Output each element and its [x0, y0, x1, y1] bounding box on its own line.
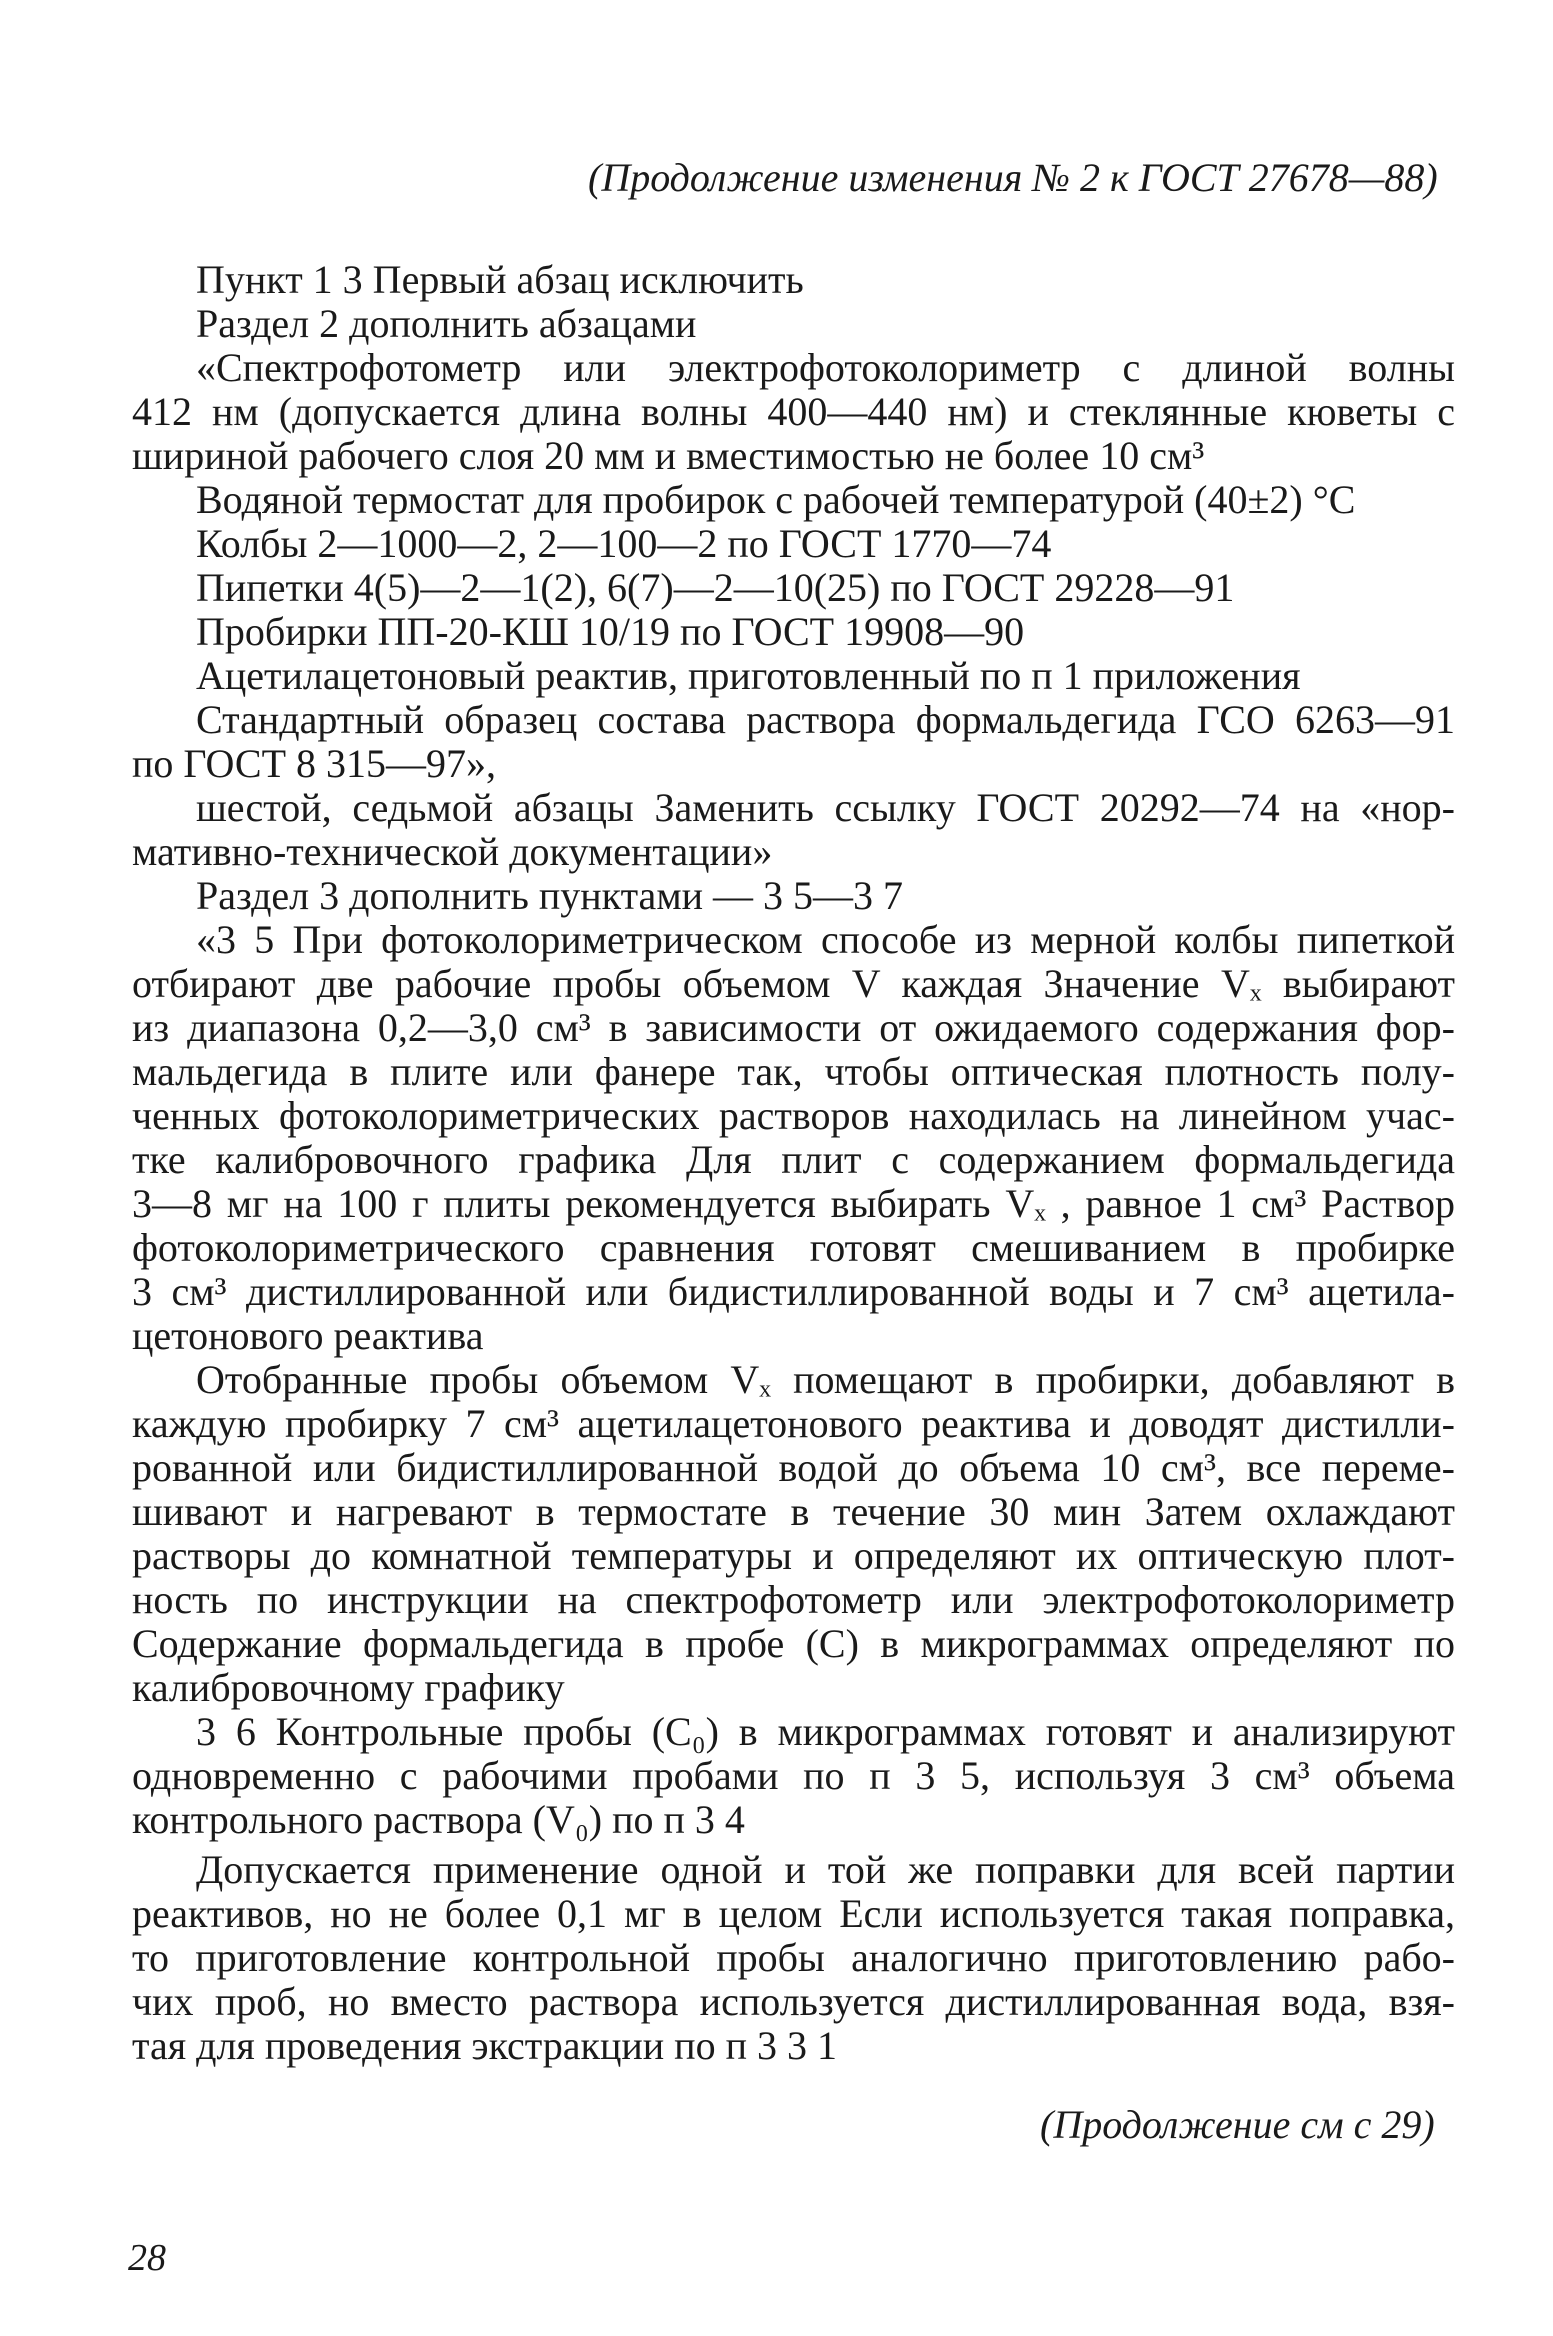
text-line: Допускается применение одной и той же поправки для всей партии: [196, 1847, 1455, 1892]
text-line: из диапазона 0,2—3,0 см³ в зависимости от ожидаемого содержания фор-: [132, 1005, 1455, 1050]
text-line: Стандартный образец состава раствора формальдегида ГСО 6263—91: [196, 697, 1455, 742]
text-line: «3 5 При фотоколориметрическом способе из мерной колбы пипеткой: [196, 917, 1455, 962]
text-line: тая для проведения экстракции по п 3 3 1: [132, 2023, 837, 2068]
text-line: одновременно с рабочими пробами по п 3 5, используя 3 см³ объема: [132, 1753, 1455, 1798]
continuation-note: (Продолжение см с 29): [1040, 2102, 1435, 2147]
text-line: 412 нм (допускается длина волны 400—440 нм) и стеклянные кюветы с: [132, 389, 1455, 434]
text-line: реактивов, но не более 0,1 мг в целом Если используется такая поправка,: [132, 1891, 1455, 1936]
text-line: 3 см³ дистиллированной или бидистиллированной воды и 7 см³ ацетила-: [132, 1269, 1455, 1314]
text-line: цетонового реактива: [132, 1313, 484, 1358]
text-line: рованной или бидистиллированной водой до объема 10 см³, все переме-: [132, 1445, 1455, 1490]
text-line: по ГОСТ 8 315—97»,: [132, 741, 497, 786]
text-line: шивают и нагревают в термостате в течение 30 мин Затем охлаждают: [132, 1489, 1455, 1534]
text-line: каждую пробирку 7 см³ ацетилацетонового реактива и доводят дистилли-: [132, 1401, 1455, 1446]
text-line: фотоколориметрического сравнения готовят смешиванием в пробирке: [132, 1225, 1455, 1270]
text-line: Пипетки 4(5)—2—1(2), 6(7)—2—10(25) по ГОСТ 29228—91: [196, 565, 1235, 610]
text-line: ность по инструкции на спектрофотометр или электрофотоколориметр: [132, 1577, 1455, 1622]
text-line: шириной рабочего слоя 20 мм и вместимостью не более 10 см³: [132, 433, 1205, 478]
text-line: то приготовление контрольной пробы аналогично приготовлению рабо-: [132, 1935, 1455, 1980]
text-line: Водяной термостат для пробирок с рабочей температурой (40±2) °С: [196, 477, 1356, 522]
text-line: шестой, седьмой абзацы Заменить ссылку ГОСТ 20292—74 на «нор-: [196, 785, 1455, 830]
text-line: мальдегида в плите или фанере так, чтобы оптическая плотность полу-: [132, 1049, 1455, 1094]
text-line: растворы до комнатной температуры и определяют их оптическую плот-: [132, 1533, 1455, 1578]
text-line: «Спектрофотометр или электрофотоколориметр с длиной волны: [196, 345, 1455, 390]
text-line: контрольного раствора (V₀) по п 3 4: [132, 1797, 745, 1842]
text-line: Пробирки ПП-20-КШ 10/19 по ГОСТ 19908—90: [196, 609, 1025, 654]
text-line: мативно-технической документации»: [132, 829, 773, 874]
text-line: 3 6 Контрольные пробы (C₀) в микрограммах готовят и анализируют: [196, 1709, 1455, 1754]
text-line: калибровочному графику: [132, 1665, 565, 1710]
text-line: Раздел 3 дополнить пунктами — 3 5—3 7: [196, 873, 904, 918]
text-line: Содержание формальдегида в пробе (C) в микрограммах определяют по: [132, 1621, 1455, 1666]
text-line: отбирают две рабочие пробы объемом V каждая Значение Vₓ выбирают: [132, 961, 1455, 1006]
text-line: Пункт 1 3 Первый абзац исключить: [196, 257, 804, 302]
text-line: тке калибровочного графика Для плит с содержанием формальдегида: [132, 1137, 1455, 1182]
text-line: 3—8 мг на 100 г плиты рекомендуется выбирать Vₓ , равное 1 см³ Раствор: [132, 1181, 1455, 1226]
text-line: чих проб, но вместо раствора используется дистиллированная вода, взя-: [132, 1979, 1455, 2024]
text-line: Колбы 2—1000—2, 2—100—2 по ГОСТ 1770—74: [196, 521, 1052, 566]
text-line: ченных фотоколориметрических растворов находилась на линейном учас-: [132, 1093, 1455, 1138]
page-header: (Продолжение изменения № 2 к ГОСТ 27678—88): [588, 155, 1438, 200]
page-number: 28: [128, 2237, 166, 2279]
text-line: Отобранные пробы объемом Vₓ помещают в пробирки, добавляют в: [196, 1357, 1455, 1402]
text-line: Раздел 2 дополнить абзацами: [196, 301, 697, 346]
text-line: Ацетилацетоновый реактив, приготовленный по п 1 приложения: [196, 653, 1301, 698]
